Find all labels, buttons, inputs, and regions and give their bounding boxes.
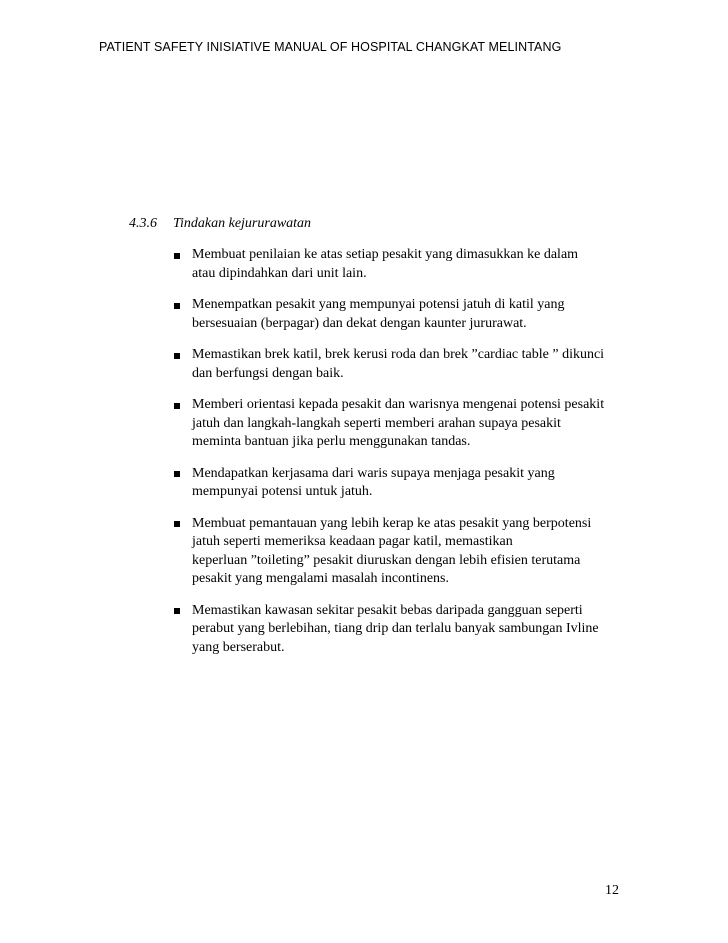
square-bullet-icon [174, 353, 180, 359]
list-item-text: Mendapatkan kerjasama dari waris supaya menjaga pesakit yang mempunyai potensi untuk jatuh. [192, 465, 555, 499]
list-item-text: Menempatkan pesakit yang mempunyai potensi jatuh di katil yang bersesuaian (berpagar) dan dekat dengan kaunter jururawat. [192, 297, 565, 331]
list-item-text: Membuat pemantauan yang lebih kerap ke atas pesakit yang berpotensi jatuh seperti memeriksa keadaan pagar katil, memastikan keperluan ”toileting” pesakit diuruskan dengan lebih efisien terutama pesakit yang mengalami masalah incontinens. [192, 515, 592, 586]
section-number: 4.3.6 [129, 216, 157, 231]
list-item-text: Memastikan brek katil, brek kerusi roda dan brek ”cardiac table ” dikunci dan berfungsi dengan baik. [192, 347, 605, 381]
list-item-text: Memastikan kawasan sekitar pesakit bebas daripada gangguan seperti perabut yang berlebihan, tiang drip dan terlalu banyak sambungan Ivline yang berserabut. [192, 602, 599, 655]
list-item-text: Membuat penilaian ke atas setiap pesakit yang dimasukkan ke dalam atau dipindahkan dari unit lain. [192, 247, 579, 281]
list-item [129, 396, 649, 452]
square-bullet-icon [174, 253, 180, 259]
page-number: 12 [605, 883, 619, 898]
list-item [129, 465, 649, 502]
list-item [129, 346, 649, 383]
page-header: PATIENT SAFETY INISIATIVE MANUAL OF HOSPITAL CHANGKAT MELINTANG [99, 40, 562, 54]
square-bullet-icon [174, 303, 180, 309]
list-item [129, 246, 649, 283]
section-4-3-6 [129, 214, 649, 670]
square-bullet-icon [174, 471, 180, 477]
bullet-list [129, 246, 649, 657]
section-heading [129, 214, 649, 234]
list-item [129, 602, 649, 658]
section-title: Tindakan kejururawatan [173, 216, 312, 231]
square-bullet-icon [174, 403, 180, 409]
list-item [129, 296, 649, 333]
square-bullet-icon [174, 608, 180, 614]
square-bullet-icon [174, 521, 180, 527]
list-item-text: Memberi orientasi kepada pesakit dan warisnya mengenai potensi pesakit jatuh dan langkah-langkah seperti memberi arahan supaya pesakit meminta bantuan jika perlu menggunakan tandas. [192, 397, 605, 449]
list-item [129, 515, 649, 589]
